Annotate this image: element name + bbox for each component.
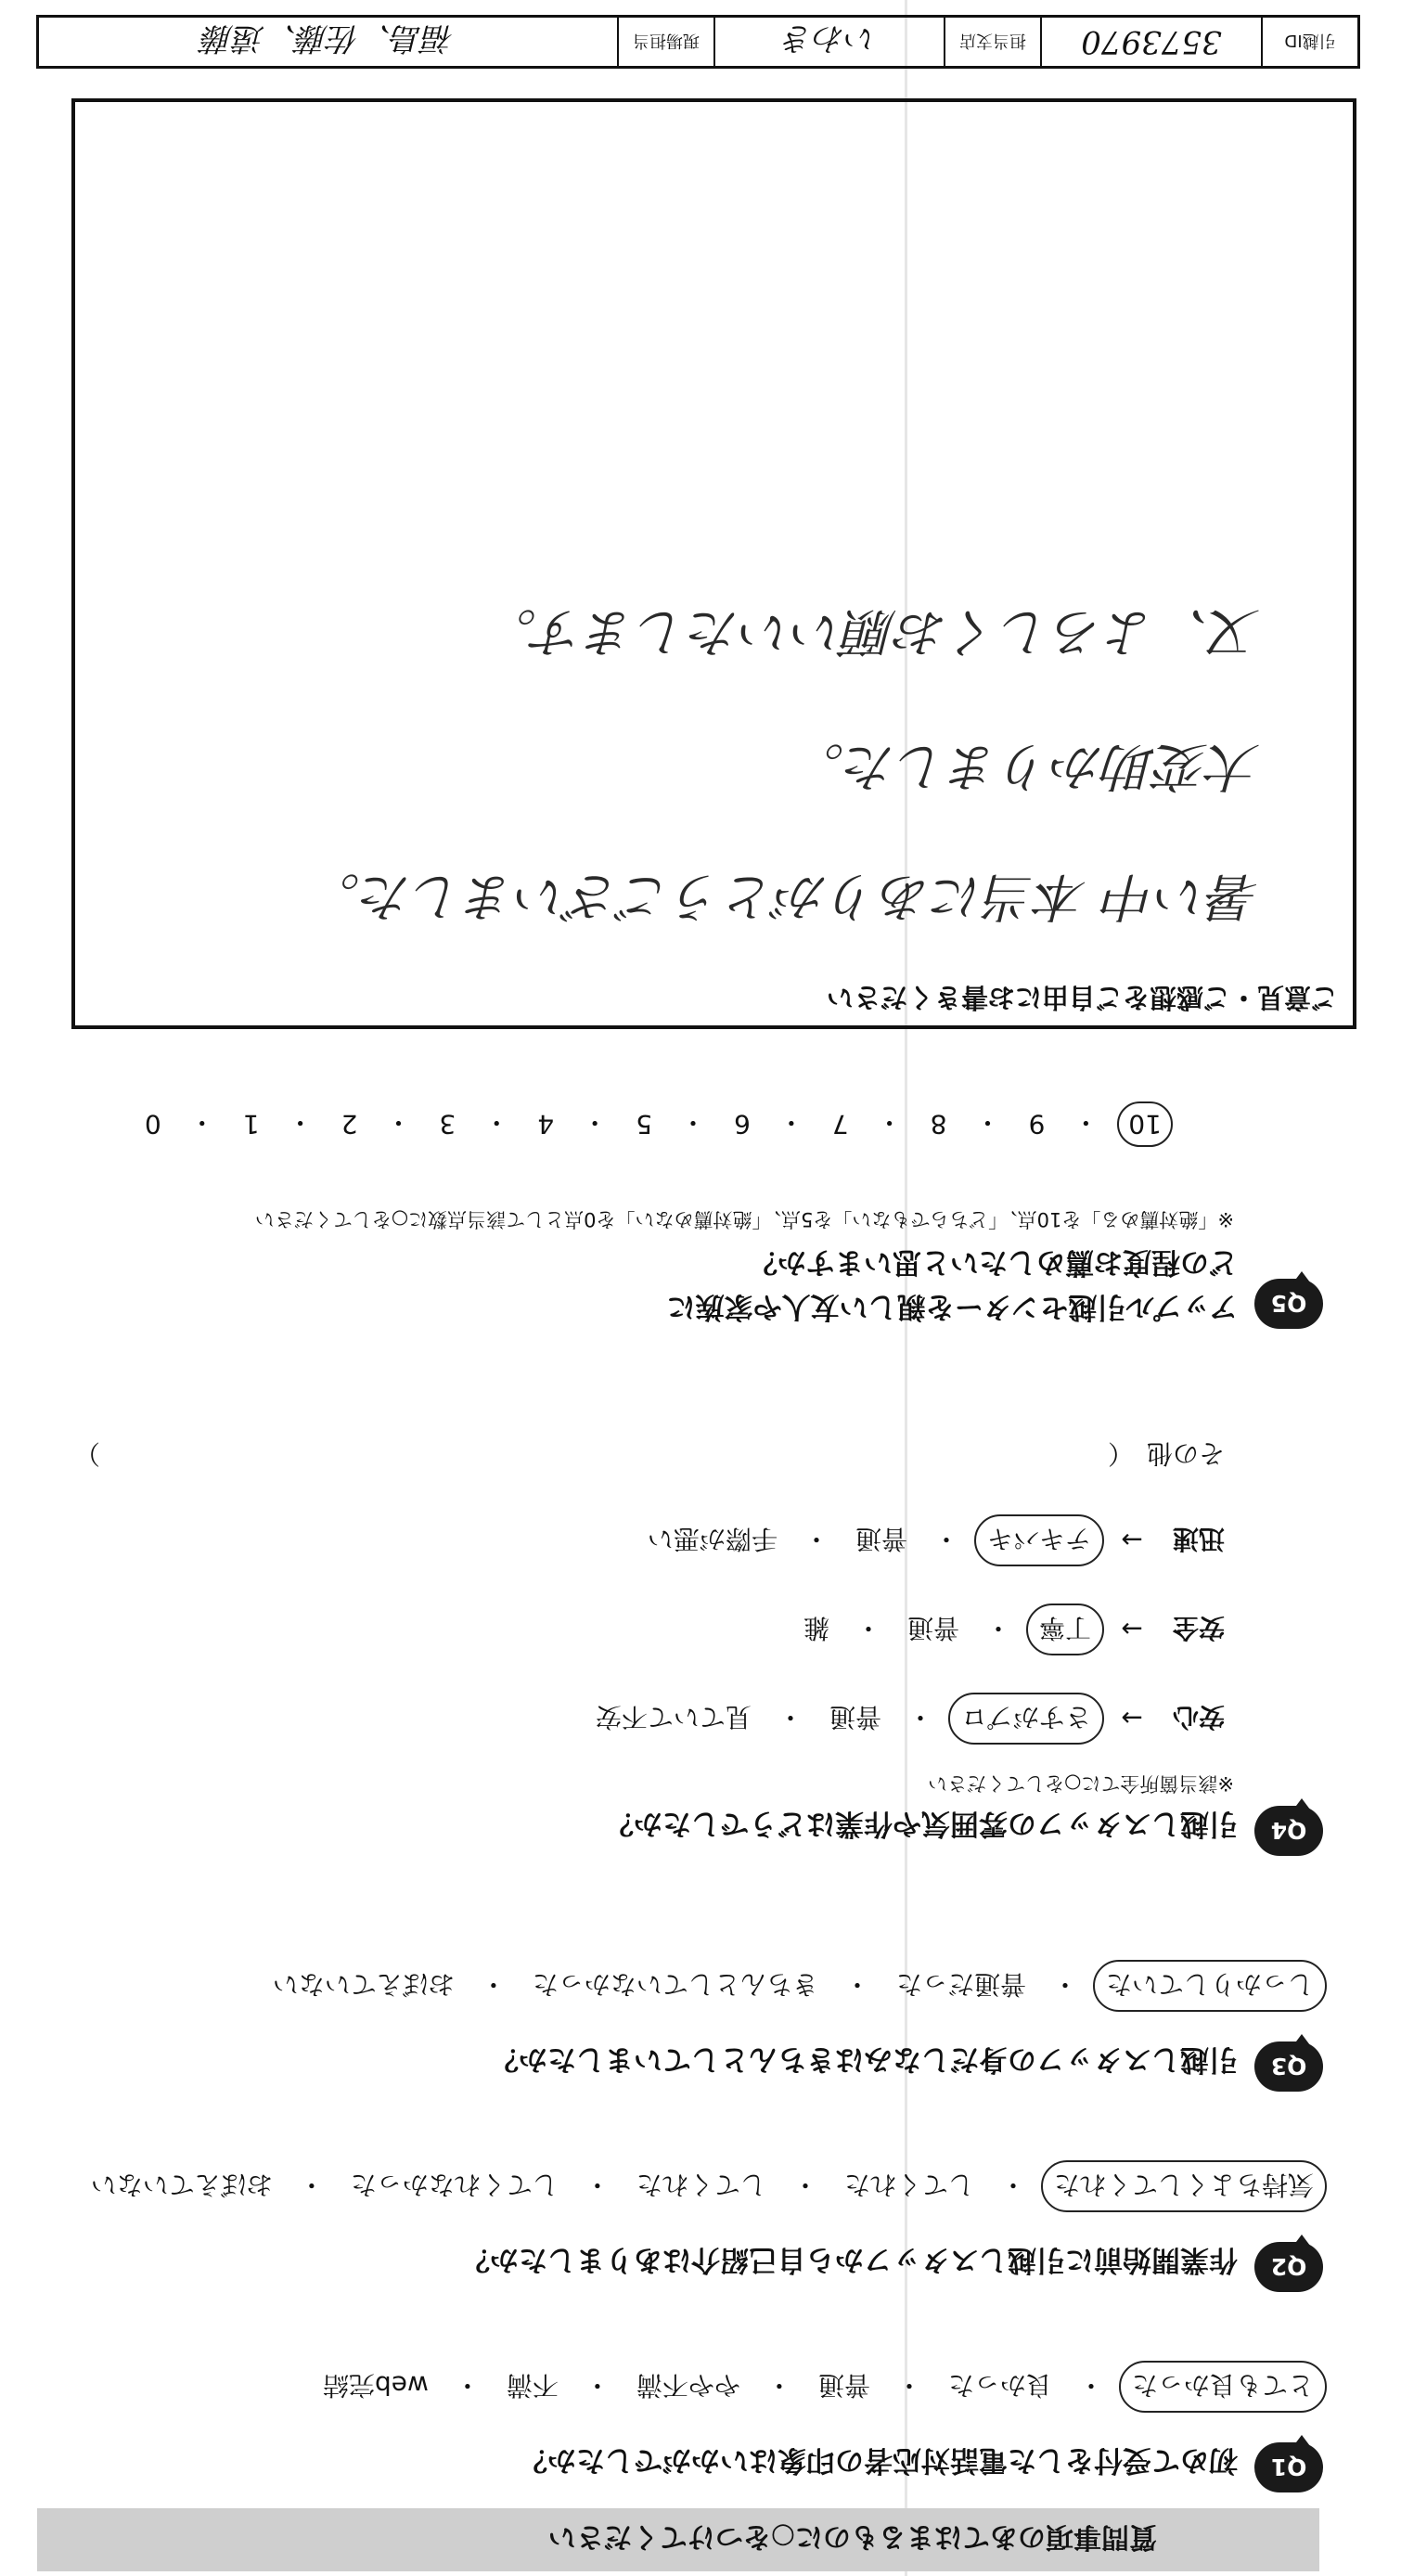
q2-badge: Q2 <box>1254 2236 1323 2292</box>
q2-option-dont-remember[interactable]: おぼえていない <box>90 2170 273 2200</box>
q3-badge: Q3 <box>1254 2036 1323 2092</box>
q4-anshin-pro[interactable]: さすがプロ <box>948 1693 1104 1745</box>
comment-line-1: 暑い中 本当にありがとうございました。 <box>308 866 1260 926</box>
q4-other-label: その他 <box>1146 1438 1225 1469</box>
q5-score-6[interactable]: 6 <box>733 1109 751 1140</box>
q5-score-7[interactable]: 7 <box>831 1109 849 1140</box>
staff-label: 現場担当 <box>617 18 713 66</box>
id-value: 3573970 <box>1040 18 1261 66</box>
q5-scale: 10 ・ 9 ・ 8 ・ 7 ・ 6 ・ 5 ・ 4 ・ 3 ・ 2 ・ 1 ・ 0 <box>135 1101 1173 1147</box>
q4-note: ※該当箇所全てに○をしてください <box>928 1772 1234 1795</box>
q5-question-line2: どの程度お薦めしたいと思いますか？ <box>749 1245 1238 1279</box>
id-label: 引越ID <box>1261 18 1357 66</box>
comment-line-3: 又、よろしくお願いいたします。 <box>484 601 1260 662</box>
q4-anshin-normal[interactable]: 普通 <box>829 1702 881 1732</box>
staff-value: 福島、佐藤、遠藤 <box>201 19 455 58</box>
q5-score-10[interactable]: 10 <box>1117 1101 1173 1147</box>
q2-option-pleasantly[interactable]: 気持ちよくしてくれた <box>1041 2160 1327 2212</box>
q5-score-4[interactable]: 4 <box>537 1109 555 1140</box>
q3-option-dont-remember[interactable]: おぼえていない <box>272 1969 455 2000</box>
q4-other-paren-open: （ <box>1107 1438 1134 1469</box>
q1-question: 初めて受付をした電話対応者の印象はいかがでしたか？ <box>519 2443 1238 2477</box>
instruction-text: 質問事項のあてはまるものに○をつけてください <box>547 2520 1157 2553</box>
q5-score-9[interactable]: 9 <box>1028 1109 1046 1140</box>
q5-note: ※「絶対薦める」を10点、「どちらでもない」を5点、「絶対薦めない」を0点として該当点数に○をしてください <box>254 1208 1234 1230</box>
q1-badge: Q1 <box>1254 2437 1323 2492</box>
q2-option-did-not[interactable]: してくれなかった <box>350 2170 559 2200</box>
q1-option-normal[interactable]: 普通 <box>817 2370 870 2401</box>
comment-line-2: 大変助かりました。 <box>792 736 1260 796</box>
q4-anzen-rough[interactable]: 雑 <box>803 1613 829 1643</box>
q1-option-very-good[interactable]: とても良かった <box>1119 2361 1327 2413</box>
q4-anzen-careful[interactable]: 丁寧 <box>1026 1604 1104 1655</box>
q2-option-did[interactable]: してくれた <box>843 2170 974 2200</box>
q1-option-web[interactable]: web完結 <box>322 2370 429 2401</box>
q5-score-1[interactable]: 1 <box>242 1109 260 1140</box>
q4-other-paren-close: ） <box>74 1438 101 1469</box>
q3-option-neat[interactable]: しっかりしていた <box>1093 1960 1327 2012</box>
q5-score-0[interactable]: 0 <box>144 1109 161 1140</box>
q3-options: しっかりしていた ・ 普通だった ・ きちんとしていなかった ・ おぼえていない <box>262 1960 1327 2012</box>
q3-option-not-neat[interactable]: きちんとしていなかった <box>532 1969 818 2000</box>
q1-options: とても良かった ・ 良かった ・ 普通 ・ やや不満 ・ 不満 ・ web完結 <box>312 2361 1327 2413</box>
info-table <box>36 15 1360 69</box>
branch-value: いわき <box>713 18 944 66</box>
q3-question: 引越しスタッフの身だしなみはきちんとしていましたか？ <box>490 2042 1238 2076</box>
q5-question-line1: アップル引越センターを親しい友人や家族に <box>666 1290 1238 1323</box>
q4-anshin-anxious[interactable]: 見ていて不安 <box>595 1702 752 1732</box>
q4-row-anzen: 安全 → 丁寧 ・ 普通 ・ 雑 <box>792 1604 1225 1655</box>
q5-score-2[interactable]: 2 <box>341 1109 358 1140</box>
comment-box[interactable] <box>71 98 1356 1029</box>
branch-label: 担当支店 <box>944 18 1040 66</box>
q4-row-other <box>74 1436 1225 1474</box>
q2-question: 作業開始前に引越しスタッフから自己紹介はありましたか？ <box>461 2243 1238 2276</box>
q1-option-dissatisfied[interactable]: 不満 <box>506 2370 559 2401</box>
q2-option-did-2[interactable]: してくれた <box>636 2170 766 2200</box>
q4-row-jinsoku: 迅速 → テキパキ ・ 普通 ・ 手際が悪い <box>636 1514 1225 1566</box>
q4-row-anshin: 安心 → さすがプロ ・ 普通 ・ 見ていて不安 <box>585 1693 1225 1745</box>
q4-jinsoku-normal[interactable]: 普通 <box>855 1524 907 1554</box>
q1-option-good[interactable]: 良かった <box>947 2370 1052 2401</box>
q4-badge: Q4 <box>1254 1800 1323 1856</box>
q4-jinsoku-brisk[interactable]: テキパキ <box>974 1514 1104 1566</box>
q5-score-5[interactable]: 5 <box>636 1109 652 1140</box>
comment-title: ご意見・ご感想をご自由にお書きください <box>826 982 1338 1013</box>
q5-score-3[interactable]: 3 <box>439 1109 456 1140</box>
q1-option-slightly-dissatisfied[interactable]: やや不満 <box>636 2370 740 2401</box>
instruction-banner <box>37 2508 1319 2571</box>
q4-anzen-normal[interactable]: 普通 <box>906 1613 959 1643</box>
q3-option-normal[interactable]: 普通だった <box>895 1969 1026 2000</box>
q4-jinsoku-clumsy[interactable]: 手際が悪い <box>647 1524 778 1554</box>
q5-score-8[interactable]: 8 <box>930 1109 947 1140</box>
q2-options: 気持ちよくしてくれた ・ してくれた ・ してくれた ・ してくれなかった ・ おぼえていない <box>80 2160 1327 2212</box>
q5-badge: Q5 <box>1254 1273 1323 1329</box>
q4-question: 引越しスタッフの雰囲気や作業はどうでしたか？ <box>605 1807 1238 1840</box>
